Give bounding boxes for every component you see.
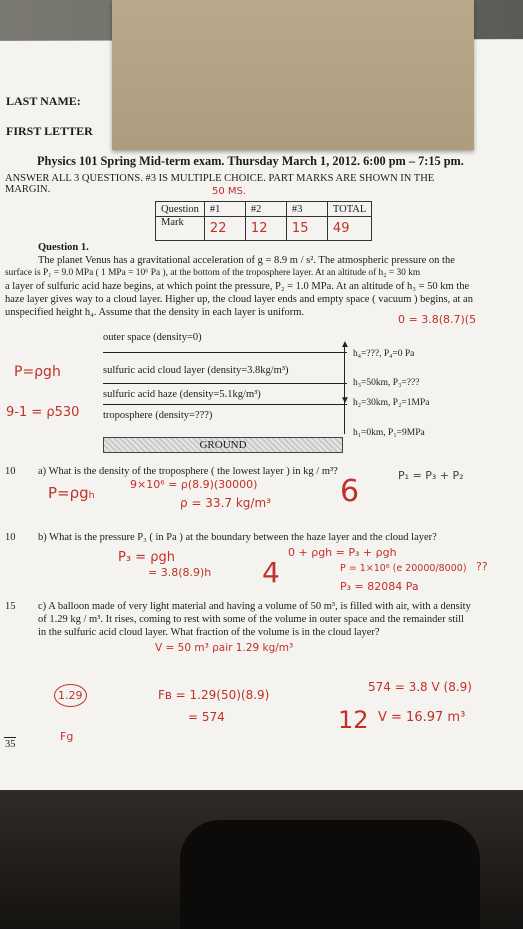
part-a-work2: 9×10⁶ = ρ(8.9)(30000) <box>130 478 258 491</box>
score-row-label: Mark <box>156 217 205 241</box>
score-header: Question <box>156 202 205 217</box>
question1-line: surface is P₁ = 9.0 MPa ( 1 MPa = 10⁶ Pa ), at the bottom of the troposphere layer. At an altitude of h₂ = 30 km <box>5 268 421 278</box>
part-a-work1: P=ρgₕ <box>48 484 95 502</box>
part-b-question: b) What is the pressure P₃ ( in Pa ) at the boundary between the haze layer and the cloud layer? <box>38 532 437 543</box>
layer-troposphere: troposphere (density=???) <box>103 410 213 421</box>
part-c-score: 12 <box>338 706 369 734</box>
height-h3: h₃=50km, P₃=??? <box>353 378 420 388</box>
part-b-work1: P₃ = ρgh <box>118 550 175 565</box>
score-header: TOTAL <box>327 202 371 217</box>
part-c-fb1: Fʙ = 1.29(50)(8.9) <box>158 688 270 702</box>
layer-outer-space: outer space (density=0) <box>103 332 202 343</box>
part-b-eq1: 0 + ρgh = P₃ + ρgh <box>288 546 397 559</box>
score-mark: 12 <box>245 217 286 241</box>
arrow-down-icon: ▼ <box>340 395 350 406</box>
layer-boundary-h3 <box>103 383 347 384</box>
handwritten-nine-minus-one: 9-1 = ρ530 <box>6 405 80 420</box>
part-c-fg: Fg <box>60 730 74 743</box>
margin-total: 35 <box>5 739 16 750</box>
handwritten-pgh: P=ρgh <box>14 364 61 380</box>
score-header: #1 <box>204 202 245 217</box>
part-a-score: 6 <box>340 474 360 509</box>
paper-cover <box>112 0 474 150</box>
instructions-line1: ANSWER ALL 3 QUESTIONS. #3 IS MULTIPLE CHOICE. PART MARKS ARE SHOWN IN THE <box>5 173 435 184</box>
question1-line: haze layer gives way to a cloud layer. Higher up, the cloud layer ends and empty space ( vacuum ) begins, at an <box>5 294 473 305</box>
layer-haze: sulfuric acid haze (density=5.1kg/m³) <box>103 389 261 400</box>
part-b-marks: 10 <box>5 532 16 543</box>
part-b-question-marks: ?? <box>476 560 488 573</box>
height-axis <box>344 344 345 434</box>
part-a-question: a) What is the density of the troposphere ( the lowest layer ) in kg / m³? <box>38 466 338 477</box>
score-table <box>155 201 372 241</box>
part-c-marks: 15 <box>5 601 16 612</box>
part-b-answer: P₃ = 82084 Pa <box>340 580 419 593</box>
layer-boundary-h2 <box>103 404 347 405</box>
score-header: #3 <box>286 202 327 217</box>
score-mark: 15 <box>286 217 327 241</box>
score-table-annotation: 50 MS. <box>212 186 247 197</box>
part-c-circle: 1.29 <box>54 684 87 707</box>
handwritten-eq-top-right: 0 = 3.8(8.7)(5 <box>398 313 477 326</box>
instructions-line2: MARGIN. <box>5 184 51 195</box>
question1-line: The planet Venus has a gravitational acceleration of g = 8.9 m / s². The atmospheric pressure on the <box>38 255 455 266</box>
part-b-eq2: P = 1×10⁶ (e 20000/8000) <box>340 563 467 574</box>
part-a-answer: ρ = 33.7 kg/m³ <box>180 496 271 510</box>
score-mark: 22 <box>204 217 245 241</box>
part-a-marks: 10 <box>5 466 16 477</box>
part-c-question-line3: in the sulfuric acid cloud layer. What fraction of the volume is in the cloud layer? <box>38 627 380 638</box>
question1-line: unspecified height h₄. Assume that the density in each layer is uniform. <box>5 307 305 318</box>
part-c-fb2: = 574 <box>188 710 225 724</box>
height-h1: h₁=0km, P₁=9MPa <box>353 428 425 438</box>
question1-line: a layer of sulfuric acid haze begins, at which point the pressure, P₂ = 1.0 MPa. At an altitude of h₃ = 50 km the <box>5 281 470 292</box>
part-c-line1: V = 50 m³ ρair 1.29 kg/m³ <box>155 642 294 654</box>
part-b-work2: = 3.8(8.9)h <box>148 566 212 579</box>
height-h4: h₄=???, P₄=0 Pa <box>353 349 415 359</box>
margin-total-rule <box>4 737 16 738</box>
question1-title: Question 1. <box>38 242 89 253</box>
shoe-shadow <box>180 820 480 929</box>
last-name-label: LAST NAME: <box>6 94 81 108</box>
score-mark: 49 <box>327 217 371 241</box>
part-c-r2: V = 16.97 m³ <box>378 710 466 725</box>
height-h2: h₂=30km, P₂=1MPa <box>353 398 430 408</box>
part-b-score: 4 <box>262 556 280 589</box>
ground-bar: GROUND <box>103 437 343 453</box>
first-letter-label: FIRST LETTER <box>6 124 93 138</box>
part-c-r1: 574 = 3.8 V (8.9) <box>368 680 472 694</box>
part-c-question-line2: of 1.29 kg / m³. It rises, coming to rest with some of the volume in outer space and the remainder still <box>38 614 464 625</box>
layer-boundary-h4 <box>103 352 347 353</box>
part-c-question-line1: c) A balloon made of very light material and having a volume of 50 m³, is filled with air, with a density <box>38 601 471 612</box>
arrow-up-icon: ▲ <box>340 339 350 350</box>
score-header: #2 <box>245 202 286 217</box>
part-a-side-note: P₁ = P₃ + P₂ <box>398 469 464 482</box>
layer-cloud: sulfuric acid cloud layer (density=3.8kg/m³) <box>103 365 289 376</box>
exam-title: Physics 101 Spring Mid-term exam. Thursday March 1, 2012. 6:00 pm – 7:15 pm. <box>37 154 464 168</box>
